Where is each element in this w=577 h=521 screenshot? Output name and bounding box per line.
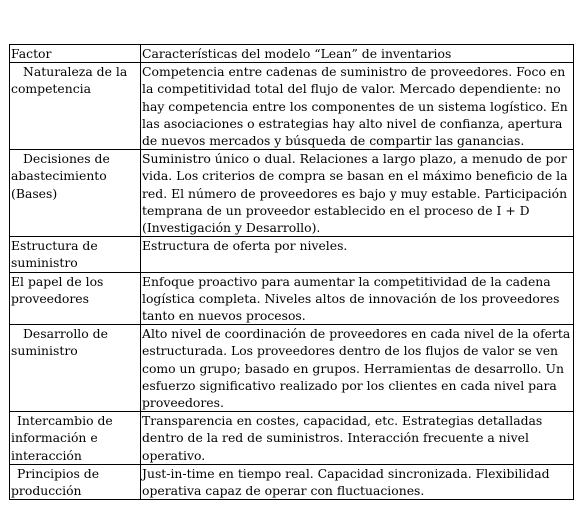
lean-inventory-table — [9, 44, 574, 500]
table-row — [10, 412, 574, 465]
table-row — [10, 464, 574, 499]
table-row — [10, 272, 574, 325]
factor-cell: Decisiones de abastecimiento (Bases) — [10, 150, 141, 237]
characteristics-cell: Competencia entre cadenas de suministro de proveedores. Foco en la competitividad total del flujo de valor. Mercado dependiente: no hay competencia entre los componentes de un sistema logístico. En las asociaciones o estrategias hay alto nivel de confianza, apertura de nuevos mercados y búsqueda de compartir las ganancias. — [141, 63, 574, 150]
characteristics-cell: Transparencia en costes, capacidad, etc. Estrategias detalladas dentro de la red de suministros. Interacción frecuente a nivel operativo. — [141, 412, 574, 465]
table-row — [10, 63, 574, 150]
table-row — [10, 237, 574, 272]
factor-cell: Intercambio de información e interacción — [10, 412, 141, 465]
header-factor: Factor — [10, 45, 141, 63]
factor-cell: El papel de los proveedores — [10, 272, 141, 325]
characteristics-cell: Suministro único o dual. Relaciones a largo plazo, a menudo de por vida. Los criterios de compra se basan en el máximo beneficio de la red. El número de proveedores es bajo y muy estable. Participación temprana de un proveedor establecido en el proceso de I + D (Investigación y Desarrollo). — [141, 150, 574, 237]
table-row — [10, 150, 574, 237]
table-header-row — [10, 45, 574, 63]
characteristics-cell: Just-in-time en tiempo real. Capacidad sincronizada. Flexibilidad operativa capaz de operar con fluctuaciones. — [141, 464, 574, 499]
characteristics-cell: Estructura de oferta por niveles. — [141, 237, 574, 272]
factor-cell: Estructura de suministro — [10, 237, 141, 272]
header-characteristics: Características del modelo “Lean” de inventarios — [141, 45, 574, 63]
table-row — [10, 325, 574, 412]
factor-cell: Naturaleza de la competencia — [10, 63, 141, 150]
factor-cell: Desarrollo de suministro — [10, 325, 141, 412]
characteristics-cell: Alto nivel de coordinación de proveedores en cada nivel de la oferta estructurada. Los proveedores dentro de los flujos de valor se ven como un grupo; basado en grupos. Herramientas de desarrollo. Un esfuerzo significativo realizado por los clientes en cada nivel para proveedores. — [141, 325, 574, 412]
characteristics-cell: Enfoque proactivo para aumentar la competitividad de la cadena logística completa. Niveles altos de innovación de los proveedores tanto en nuevos procesos. — [141, 272, 574, 325]
factor-cell: Principios de producción — [10, 464, 141, 499]
